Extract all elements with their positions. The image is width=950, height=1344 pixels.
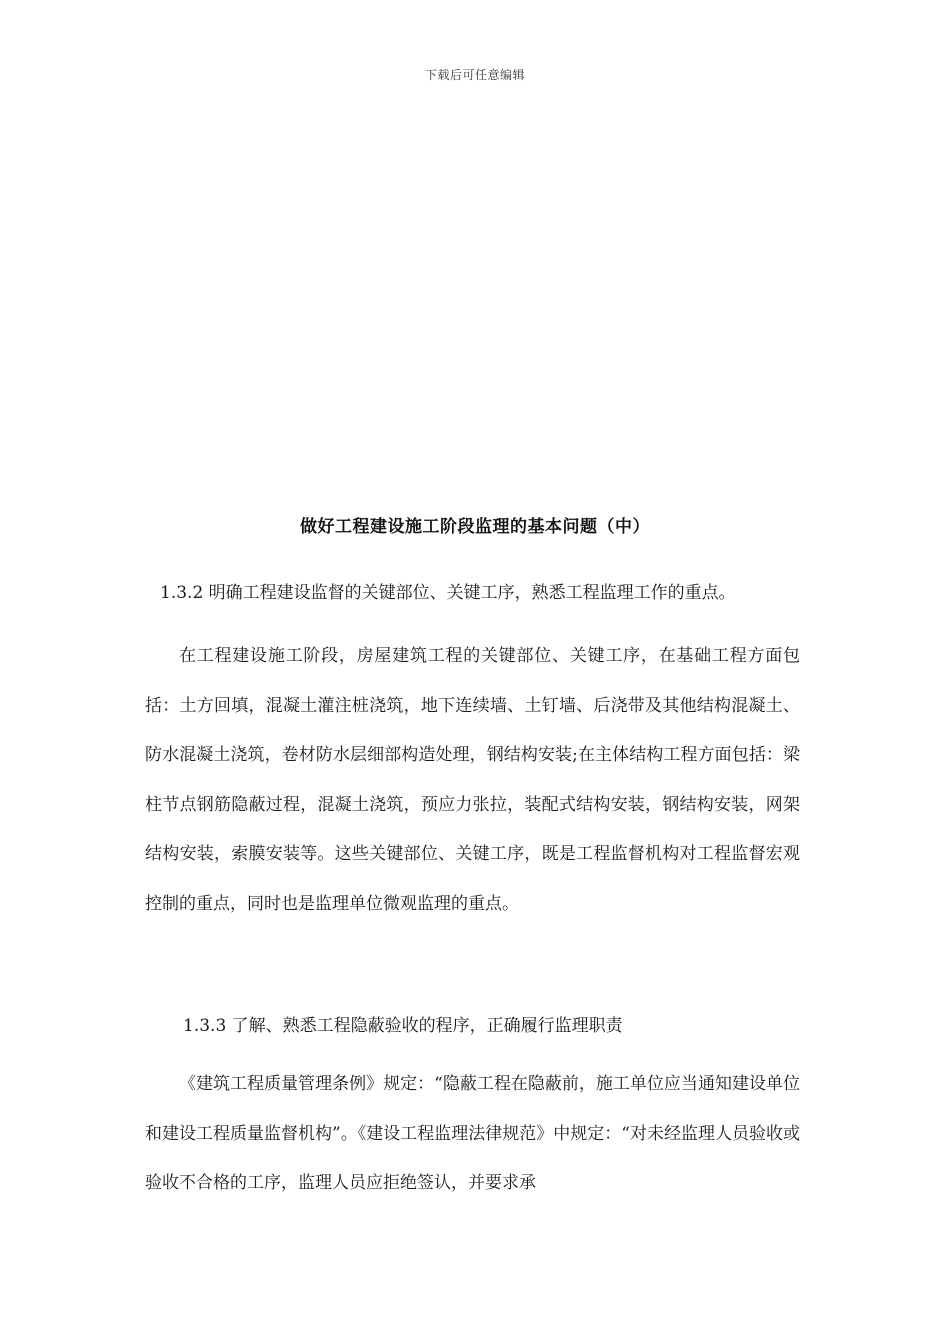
paragraph-key-parts: 在工程建设施工阶段，房屋建筑工程的关键部位、关键工序，在基础工程方面包括：土方回填，混凝土灌注桩浇筑，地下连续墙、土钉墙、后浇带及其他结构混凝土、防水混凝土浇筑，卷材防水层细部构造处理，钢结构安装;在主体结构工程方面包括：梁柱节点钢筋隐蔽过程，混凝土浇筑，预应力张拉，装配式结构安装，钢结构安装，网架结构安装，索膜安装等。这些关键部位、关键工序，既是工程监督机构对工程监督宏观控制的重点，同时也是监理单位微观监理的重点。 xyxy=(145,646,800,914)
section-heading-1-3-3: 1.3.3 了解、熟悉工程隐蔽验收的程序，正确履行监理职责 xyxy=(183,1016,623,1036)
document-title: 做好工程建设施工阶段监理的基本问题（中） xyxy=(300,517,650,537)
section-heading-1-3-2: 1.3.2 明确工程建设监督的关键部位、关键工序，熟悉工程监理工作的重点。 xyxy=(160,583,736,603)
paragraph-hidden-works: 《建筑工程质量管理条例》规定：“隐蔽工程在隐蔽前，施工单位应当通知建设单位和建设工程质量监督机构”。《建设工程监理法律规范》中规定：“对未经监理人员验收或验收不合格的工序，监理人员应拒绝签认，并要求承 xyxy=(145,1074,800,1193)
header-note: 下载后可任意编辑 xyxy=(424,68,525,82)
